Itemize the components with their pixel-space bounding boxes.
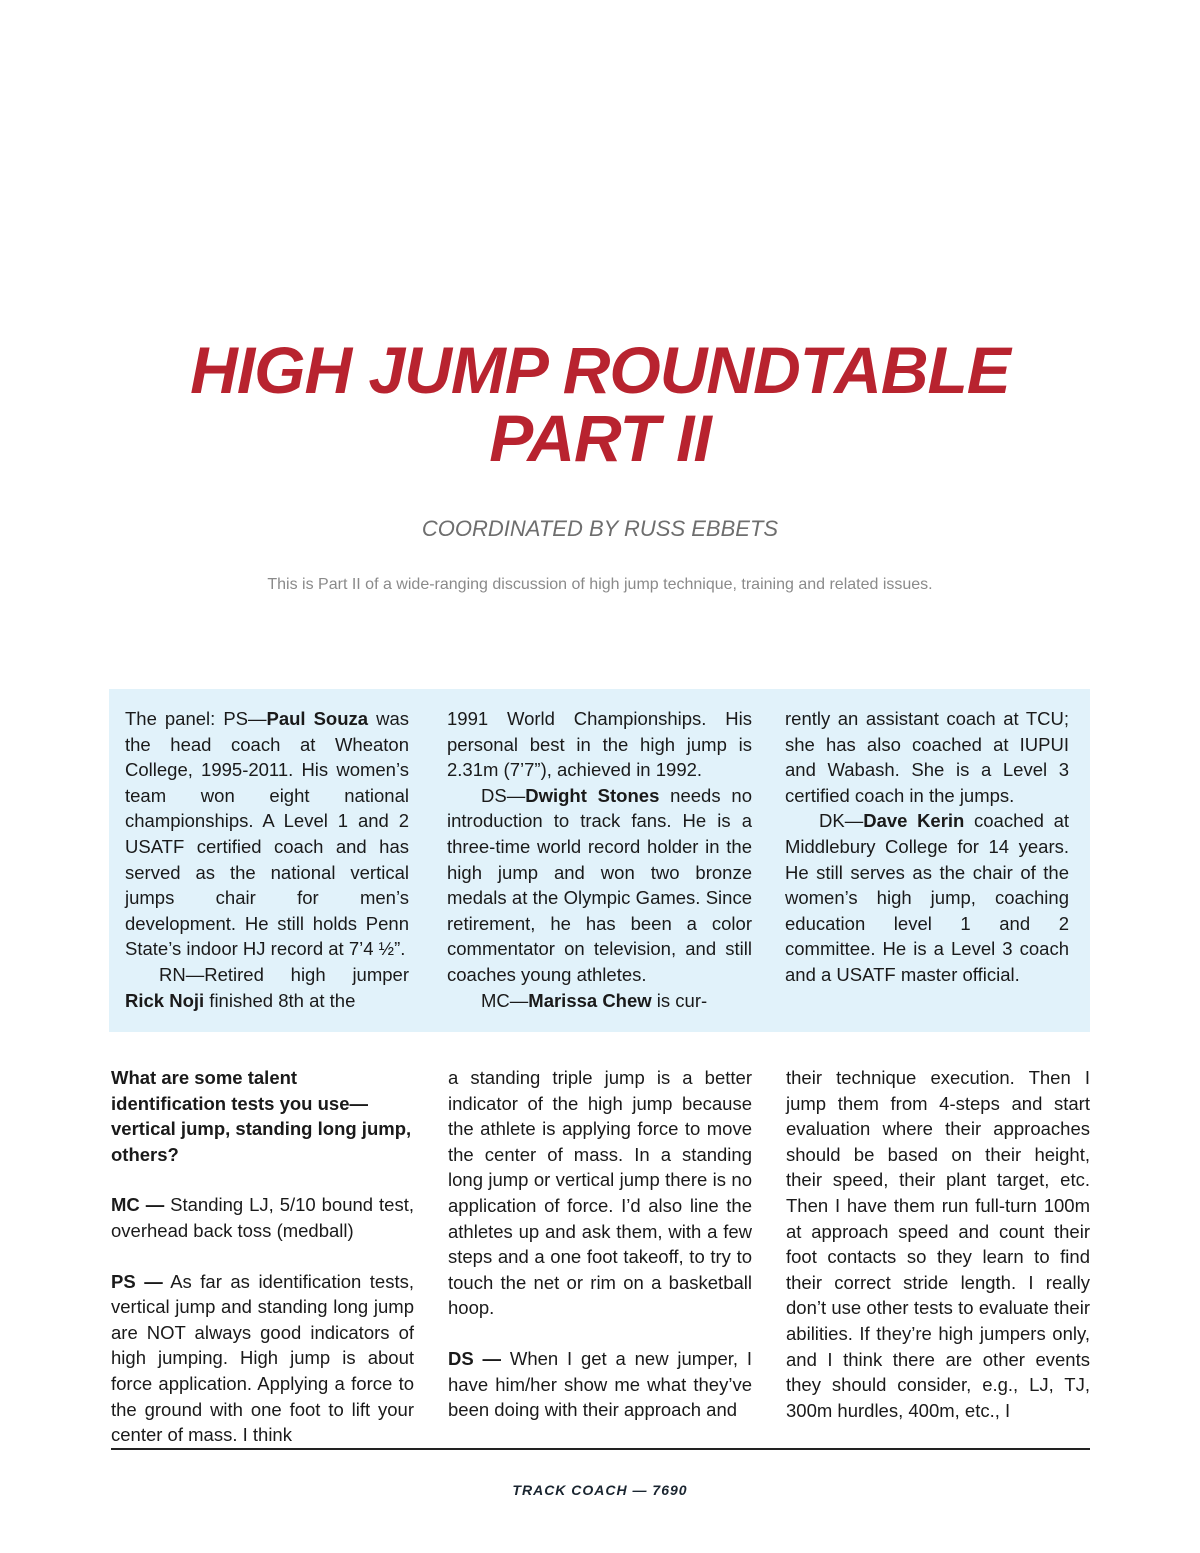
panel-column-1 <box>125 706 409 1013</box>
footer-rule <box>111 1448 1090 1450</box>
panel-column-3 <box>785 706 1069 988</box>
body-column-1 <box>111 1065 414 1448</box>
mc-label: MC — <box>111 1194 165 1216</box>
panel-rn-continued: 1991 World Championships. His personal best in the high jump is 2.31m (7’7”), achieved in 1992. <box>447 708 752 781</box>
mc-answer: MC — Standing LJ, 5/10 bound test, overhead back toss (medball) <box>111 1194 414 1241</box>
panel-ps-name: Paul Souza <box>266 708 369 729</box>
body-column-3 <box>786 1065 1090 1423</box>
panel-dk-name: Dave Kerin <box>863 810 965 832</box>
ds-label: DS — <box>448 1347 502 1369</box>
panel-mc-continued: rently an assistant coach at TCU; she has also coached at IUPUI and Wabash. She is a Level 3 certified coach in the jumps. <box>785 708 1069 806</box>
panel-ds-name: Dwight Stones <box>525 784 660 806</box>
panel-ds-paragraph: DS—Dwight Stones needs no introduction to track fans. He is a three-time world record holder in the high jump and won two bronze medals at the Olympic Games. Since retirement, he has been a color commentator on television, and still coaches young athletes. <box>447 784 752 985</box>
ps-answer: PS — As far as identification tests, vertical jump and standing long jump are NOT always good indicators of high jumping. High jump is about force application. Applying a force to the ground with one foot to lift your center of mass. I think <box>111 1270 414 1446</box>
article-title <box>60 333 1140 475</box>
panel-column-2 <box>447 706 752 1013</box>
title-line-1: HIGH JUMP ROUNDTABLE <box>190 333 1010 407</box>
panel-ps-paragraph: The panel: PS—Paul Souza was the head coach at Wheaton College, 1995-2011. His women’s team won eight national championships. A Level 1 and 2 USATF certified coach and has served as the national vertical jumps chair for men’s development. He still holds Penn State’s indoor HJ record at 7’4 ½”. <box>125 708 409 960</box>
question-heading: What are some talent identification tests you use—vertical jump, standing long jump, others? <box>111 1067 412 1165</box>
ps-answer-continued: a standing triple jump is a better indicator of the high jump because the athlete is applying force to move the center of mass. In a standing long jump or vertical jump there is no application of force. I’d also line the athletes up and ask them, with a few steps and a one foot takeoff, to try to touch the net or rim on a basketball hoop. <box>448 1067 752 1319</box>
ds-answer: DS — When I get a new jumper, I have him/her show me what they’ve been doing with their approach and <box>448 1347 753 1421</box>
page-footer: TRACK COACH — 7690 <box>512 1482 688 1498</box>
byline: COORDINATED BY RUSS EBBETS <box>421 516 779 541</box>
intro-text: This is Part II of a wide-ranging discussion of high jump technique, training and related issues. <box>267 576 933 593</box>
panel-mc-name: Marissa Chew <box>528 989 652 1011</box>
ps-label: PS — <box>111 1270 163 1292</box>
panel-rn-name: Rick Noji <box>125 989 205 1011</box>
title-line-2: PART II <box>489 401 711 475</box>
panel-dk-paragraph: DK—Dave Kerin coached at Middlebury College for 14 years. He still serves as the chair of the women’s high jump, coaching education level 1 and 2 committee. He is a Level 3 coach and a USATF master official. <box>785 810 1070 985</box>
panel-mc-paragraph: MC—Marissa Chew is cur- <box>481 989 708 1011</box>
ds-answer-continued: their technique execution. Then I jump them from 4-steps and start evaluation where their approaches should be based on their height, their speed, their plant target, etc. Then I have them run full-turn 100m at approach speed and count their foot contacts so they learn to find their correct stride length. I really don’t use other tests to evaluate their abilities. If they’re high jumpers only, and I think there are other events they should consider, e.g., LJ, TJ, 300m hurdles, 400m, etc., I <box>786 1067 1090 1421</box>
body-column-2 <box>448 1065 752 1423</box>
panel-rn-paragraph: RN—Retired high jumper Rick Noji finished 8th at the <box>125 963 409 1011</box>
